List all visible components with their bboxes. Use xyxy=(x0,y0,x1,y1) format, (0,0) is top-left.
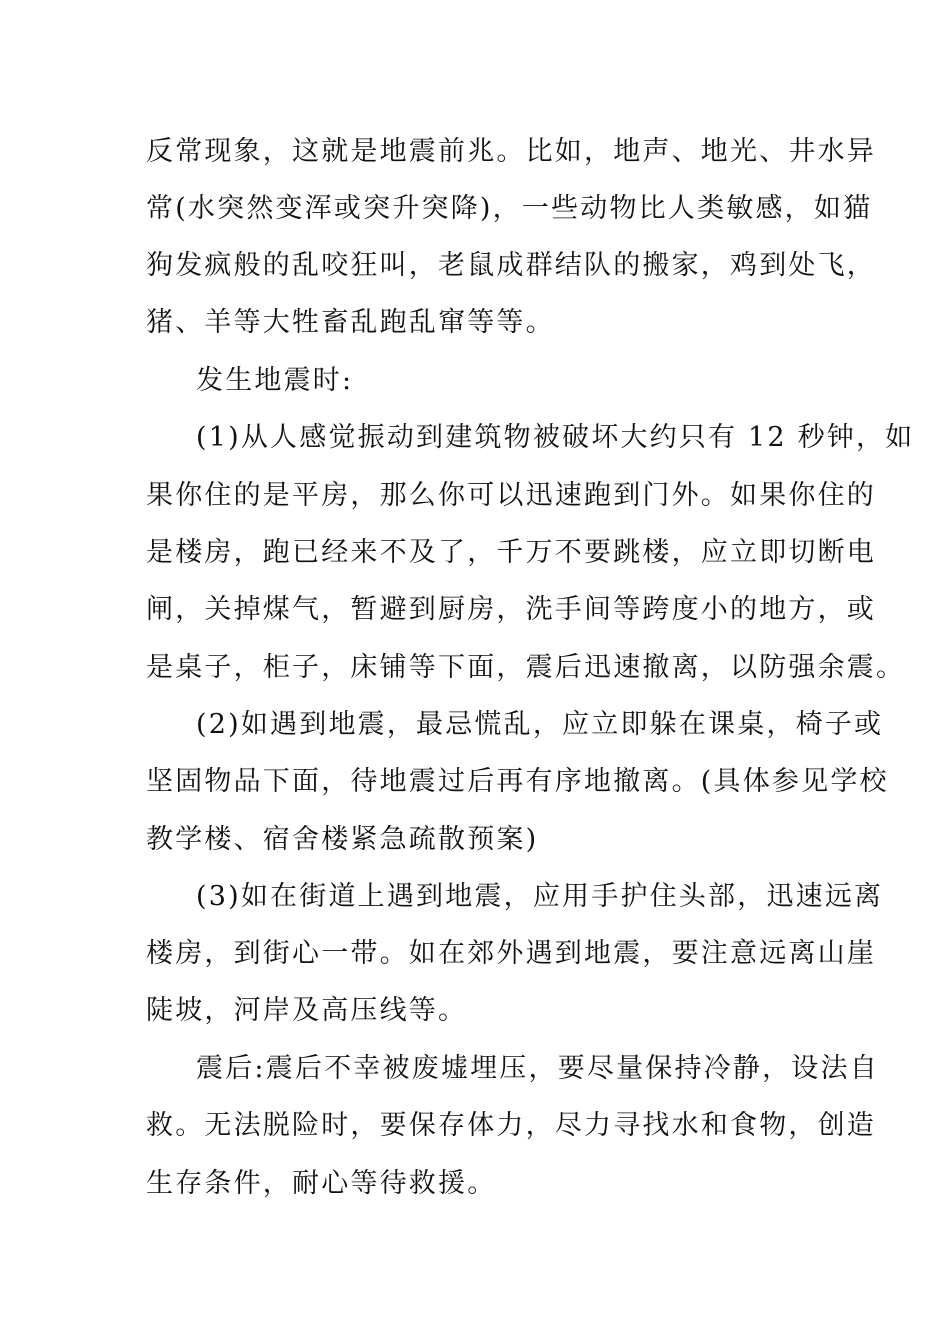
text-line-4: 猪、羊等大牲畜乱跑乱窜等等。 xyxy=(146,307,555,338)
text-line-7: 果你住的是平房，那么你可以迅速跑到门外。如果你住的 xyxy=(146,480,876,511)
text-line-10: 是桌子，柜子，床铺等下面，震后迅速撤离，以防强余震。 xyxy=(146,652,906,683)
text-line-14: (3)如在街道上遇到地震，应用手护住头部，迅速远离 xyxy=(196,881,884,912)
text-line-16: 陡坡，河岸及高压线等。 xyxy=(146,995,468,1026)
text-line-17: 震后:震后不幸被废墟埋压，要尽量保持冷静，设法自 xyxy=(196,1053,879,1084)
text-line-18: 救。无法脱险时，要保存体力，尽力寻找水和食物，创造 xyxy=(146,1110,876,1141)
section-heading-during-earthquake: 发生地震时: xyxy=(196,365,354,396)
text-line-2: 常(水突然变浑或突升突降)，一些动物比人类敏感，如猫 xyxy=(146,193,873,224)
text-line-9: 闸，关掉煤气，暂避到厨房，洗手间等跨度小的地方，或 xyxy=(146,594,876,625)
text-line-19: 生存条件，耐心等待救援。 xyxy=(146,1168,497,1199)
text-line-11: (2)如遇到地震，最忌慌乱，应立即躲在课桌，椅子或 xyxy=(196,709,884,740)
text-line-1: 反常现象，这就是地震前兆。比如，地声、地光、井水异 xyxy=(146,136,876,167)
text-line-6: (1)从人感觉振动到建筑物被破坏大约只有 12 秒钟，如 xyxy=(196,422,915,453)
text-line-15: 楼房，到街心一带。如在郊外遇到地震，要注意远离山崖 xyxy=(146,938,876,969)
text-line-12: 坚固物品下面，待地震过后再有序地撤离。(具体参见学校 xyxy=(146,766,889,797)
text-line-3: 狗发疯般的乱咬狂叫，老鼠成群结队的搬家，鸡到处飞， xyxy=(146,250,876,281)
text-line-8: 是楼房，跑已经来不及了，千万不要跳楼，应立即切断电 xyxy=(146,537,876,568)
text-line-13: 教学楼、宿舍楼紧急疏散预案) xyxy=(146,824,539,855)
